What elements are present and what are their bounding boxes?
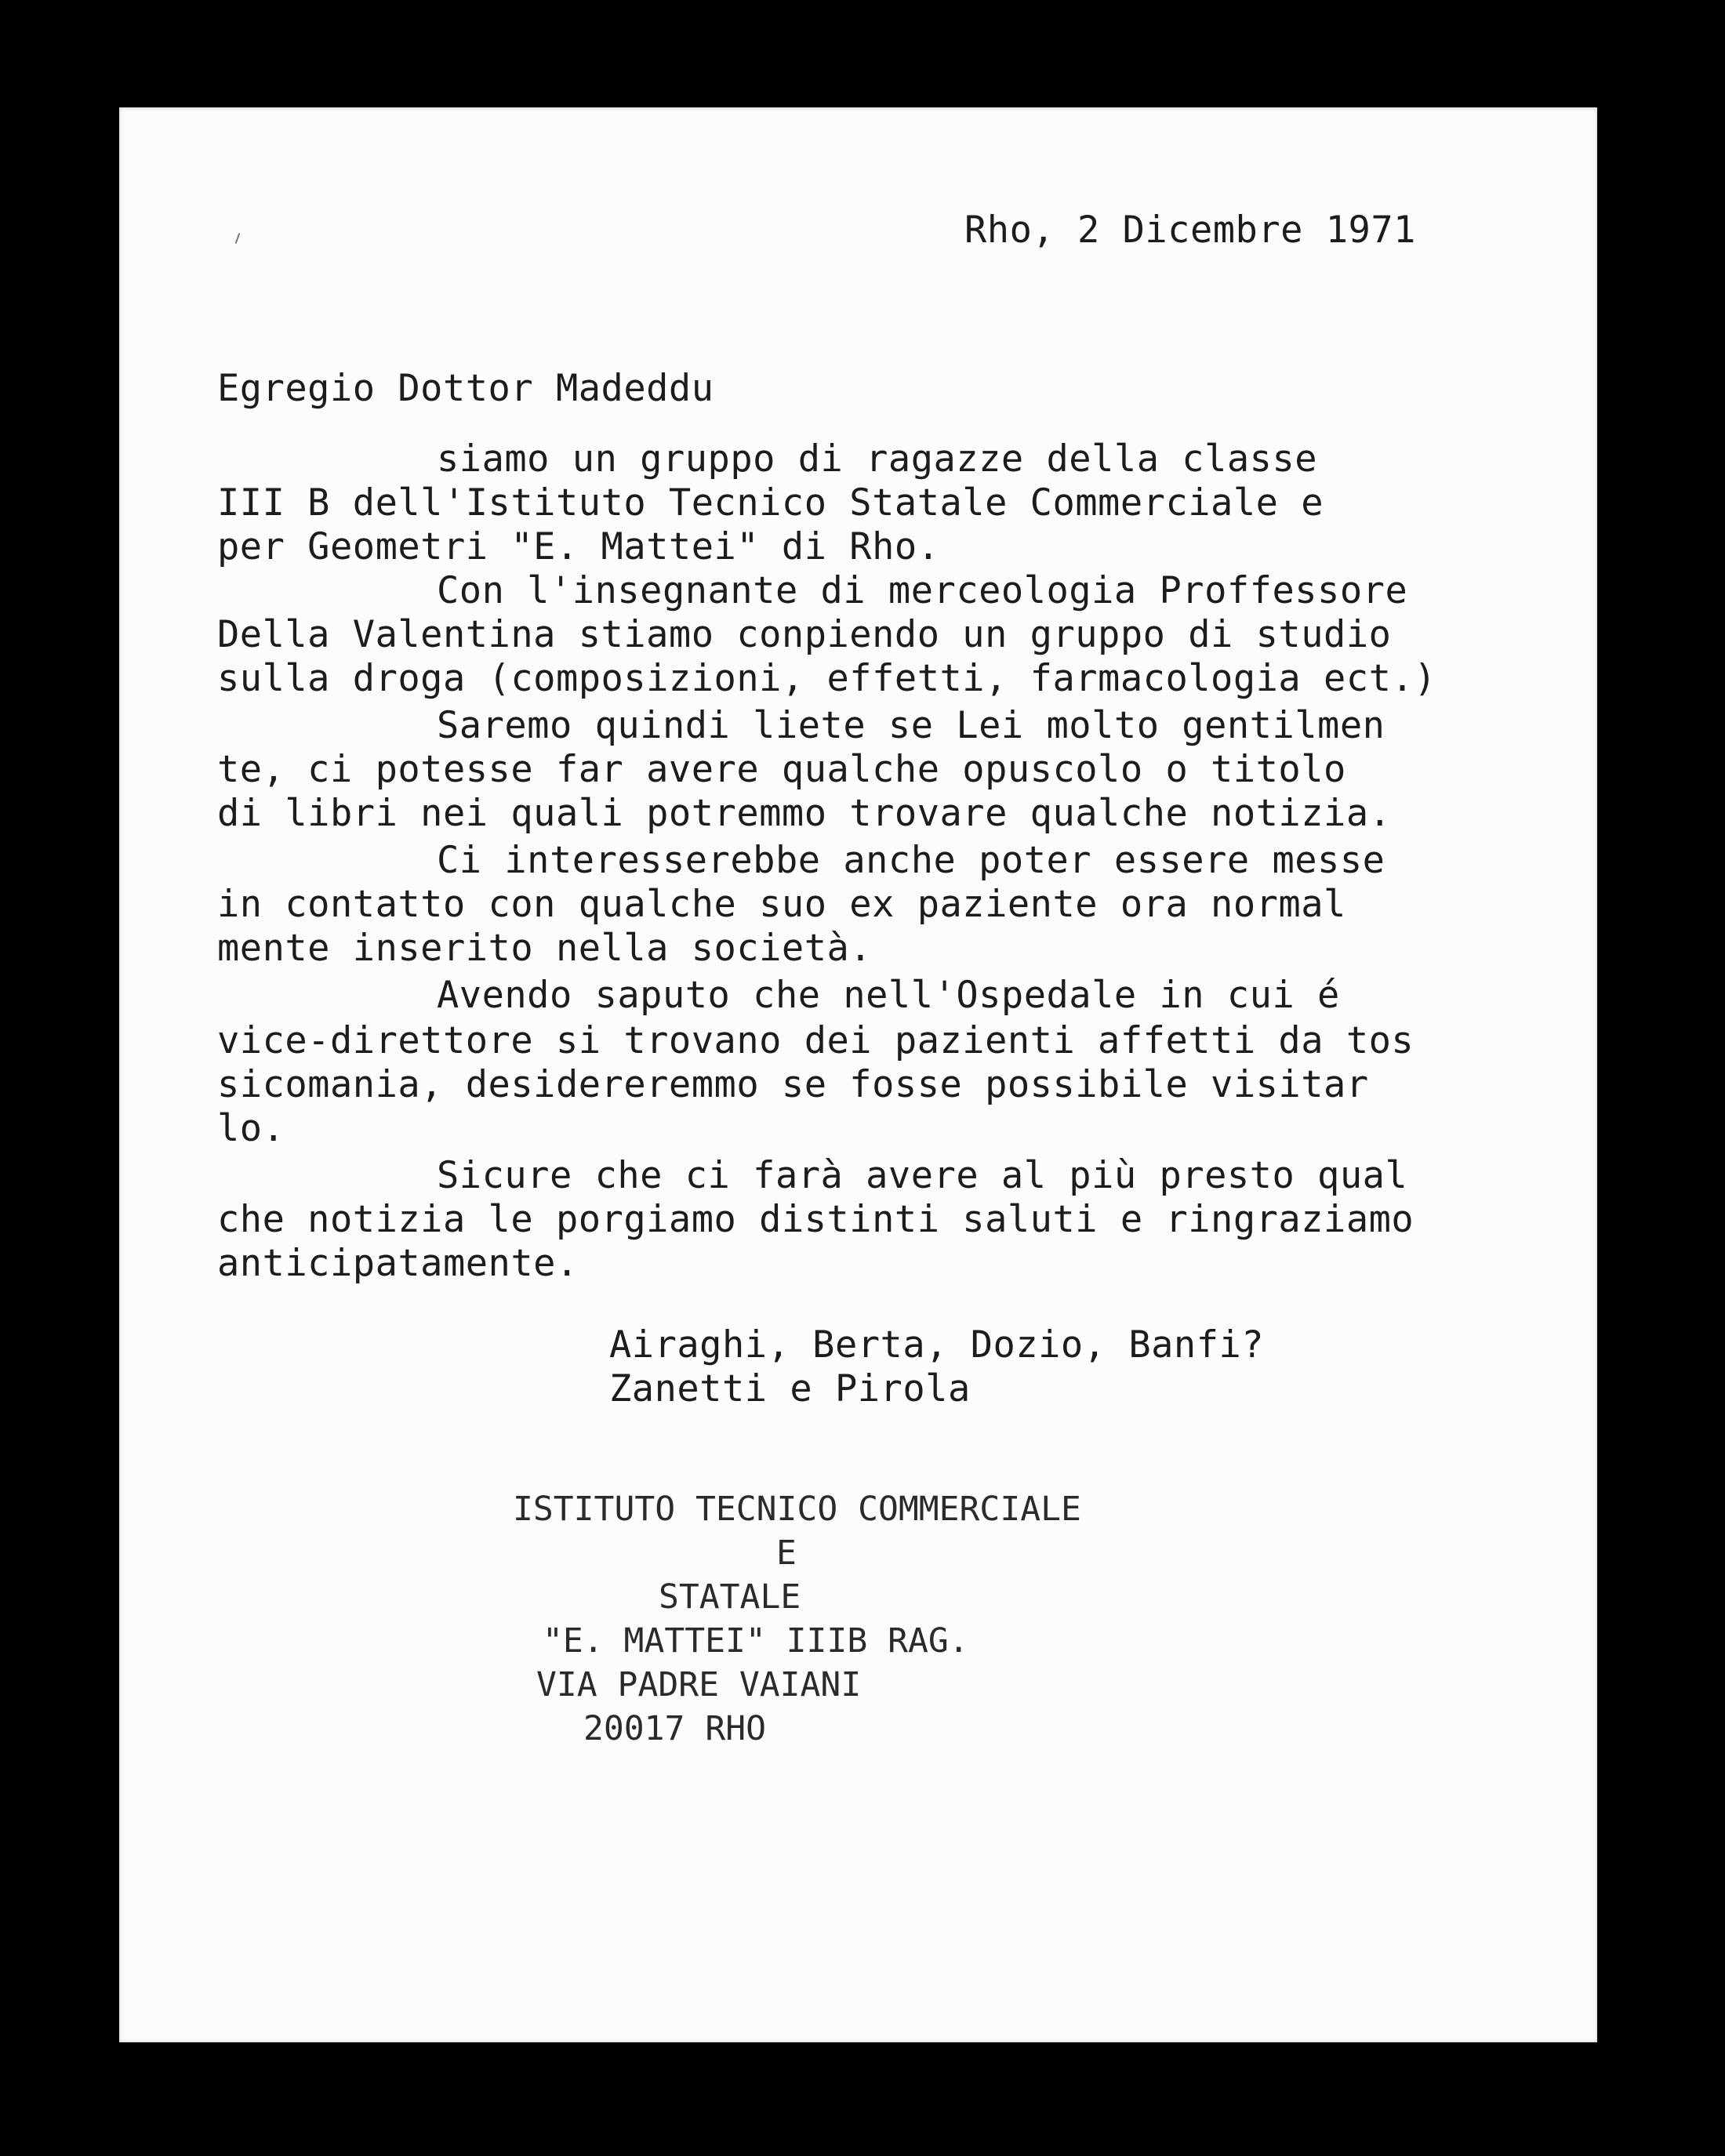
body-line: III B dell'Istituto Tecnico Statale Commerciale e	[217, 481, 1324, 524]
body-line: lo.	[217, 1107, 285, 1150]
body-line: Ci interesserebbe anche poter essere messe	[437, 839, 1385, 882]
school-address-block	[119, 1487, 1597, 1838]
body-line: Avendo saputo che nell'Ospedale in cui é	[437, 974, 1340, 1017]
address-line: ISTITUTO TECNICO COMMERCIALE	[513, 1490, 1081, 1529]
address-line: VIA PADRE VAIANI	[536, 1665, 862, 1704]
body-line: Sicure che ci farà avere al più presto qual	[437, 1154, 1408, 1197]
body-line: Con l'insegnante di merceologia Proffessore	[437, 569, 1408, 612]
letter-date: Rho, 2 Dicembre 1971	[964, 209, 1416, 252]
body-line: anticipatamente.	[217, 1242, 579, 1285]
address-line: "E. MATTEI" IIIB RAG.	[543, 1621, 969, 1661]
signature-line: Airaghi, Berta, Dozio, Banfi?	[609, 1323, 1265, 1367]
body-line: siamo un gruppo di ragazze della classe	[437, 437, 1318, 481]
body-line: che notizia le porgiamo distinti saluti e ringraziamo	[217, 1198, 1414, 1241]
signature-line: Zanetti e Pirola	[609, 1367, 971, 1410]
body-line: Della Valentina stiamo conpiendo un gruppo di studio	[217, 613, 1392, 656]
body-line: per Geometri "E. Mattei" di Rho.	[217, 525, 940, 568]
address-line: STATALE	[659, 1577, 801, 1617]
address-line: E	[776, 1534, 797, 1573]
body-line: mente inserito nella società.	[217, 927, 873, 970]
body-line: in contatto con qualche suo ex paziente ora normal	[217, 883, 1346, 926]
letter-sheet	[119, 107, 1597, 2042]
body-line: di libri nei quali potremmo trovare qualche notizia.	[217, 792, 1392, 835]
body-line: te, ci potesse far avere qualche opuscolo o titolo	[217, 748, 1346, 791]
body-line: sicomania, desidereremmo se fosse possibile visitar	[217, 1063, 1369, 1106]
body-line: Saremo quindi liete se Lei molto gentilmen	[437, 704, 1385, 747]
salutation: Egregio Dottor Madeddu	[217, 367, 714, 410]
body-line: sulla droga (composizioni, effetti, farmacologia ect.)	[217, 657, 1437, 700]
pencil-mark	[235, 233, 241, 244]
address-line: 20017 RHO	[583, 1709, 766, 1748]
body-line: vice-direttore si trovano dei pazienti affetti da tos	[217, 1019, 1414, 1062]
